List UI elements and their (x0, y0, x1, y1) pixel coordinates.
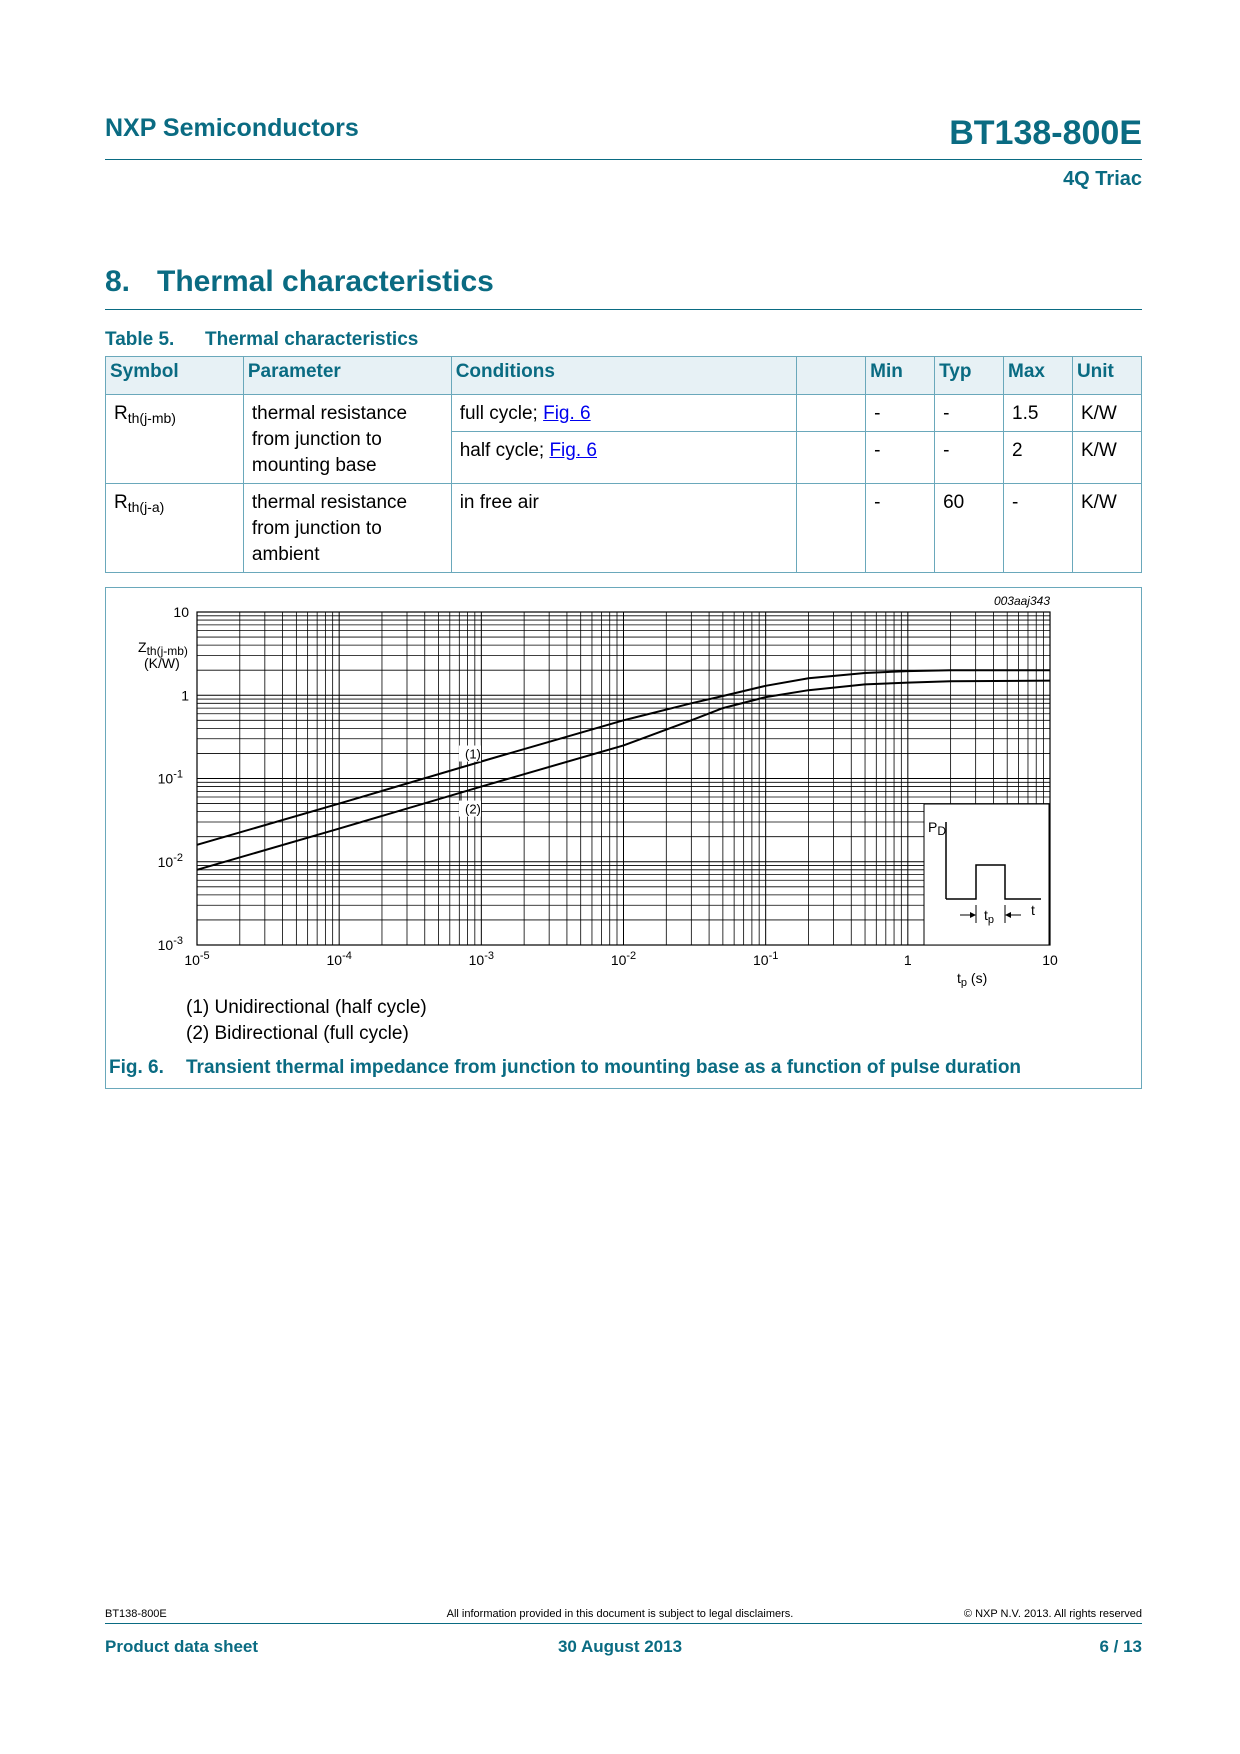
y-tick-label (181, 687, 189, 703)
typ-cell: - (935, 432, 1004, 484)
unit-cell: K/W (1072, 395, 1141, 432)
y-axis-unit: (K/W) (144, 655, 180, 671)
col-header-conditions: Conditions (451, 357, 797, 395)
min-cell: - (866, 484, 935, 573)
x-axis-label-part: (s) (967, 970, 988, 986)
table-header-row (106, 357, 1142, 395)
footer-date: 30 August 2013 (557, 1637, 683, 1656)
typ-cell: - (935, 395, 1004, 432)
col-header-parameter: Parameter (243, 357, 451, 395)
col-header-min: Min (866, 357, 935, 395)
x-tick-label-base: 10 (184, 952, 200, 968)
footer-disclaimer: All information provided in this document is subject to legal disclaimers. (446, 1608, 794, 1620)
blank-cell (797, 432, 866, 484)
inset-tp-part: t (984, 907, 988, 923)
symbol-main: R (114, 492, 128, 513)
x-tick-label-base: 10 (326, 952, 343, 968)
series-label-2: (2) (465, 801, 481, 817)
x-tick-label-exponent: -2 (626, 950, 637, 962)
condition-cell (451, 395, 797, 432)
footer-page-number: 6 / 13 (1099, 1637, 1142, 1656)
x-axis-label-part: p (960, 977, 968, 988)
col-header-blank (797, 357, 866, 395)
section-title (105, 265, 494, 299)
y-axis-label-part: Z (138, 639, 147, 655)
section-title-text: Thermal characteristics (157, 265, 494, 298)
footer-divider (105, 1623, 1142, 1624)
footer-copyright: © NXP N.V. 2013. All rights reserved (963, 1608, 1142, 1620)
col-header-typ: Typ (935, 357, 1004, 395)
condition-cell (451, 432, 797, 484)
series-label-1: (1) (465, 746, 481, 762)
max-cell: 1.5 (1004, 395, 1073, 432)
y-tick-label-base: 10 (157, 853, 174, 870)
max-cell: - (1004, 484, 1073, 573)
blank-cell (797, 395, 866, 432)
inset-t-label: t (1031, 902, 1035, 918)
y-axis-label-part: th(j-mb) (146, 644, 188, 658)
symbol-cell (106, 395, 244, 484)
fig-6-link[interactable]: Fig. 6 (543, 403, 591, 424)
device-subtitle: 4Q Triac (1063, 168, 1142, 190)
col-header-max: Max (1004, 357, 1073, 395)
col-header-unit: Unit (1072, 357, 1141, 395)
figure-6-box (105, 587, 1142, 1089)
typ-cell: 60 (935, 484, 1004, 573)
min-cell: - (866, 432, 935, 484)
footer-doc-id: BT138-800E (105, 1608, 167, 1620)
x-tick-label (184, 950, 209, 968)
y-tick-label (158, 852, 183, 870)
condition-text: half cycle; (459, 440, 550, 461)
y-tick-label-base: 10 (173, 604, 189, 620)
legend-item-1: (1) Unidirectional (half cycle) (186, 997, 427, 1018)
figure-caption (109, 1057, 1021, 1079)
inset-pd-part: D (937, 824, 947, 838)
symbol-subscript: th(j-mb) (127, 410, 176, 426)
y-tick-label-base: 1 (181, 687, 189, 704)
table-title: Thermal characteristics (205, 329, 419, 350)
parameter-cell: thermal resistance from junction to mounting base (243, 395, 451, 484)
figure-id-label: 003aaj343 (993, 594, 1050, 608)
y-tick-label-base: 10 (157, 937, 174, 953)
x-axis-label-part: t (957, 970, 961, 986)
fig-6-link[interactable]: Fig. 6 (549, 440, 597, 461)
part-number: BT138-800E (949, 114, 1142, 152)
parameter-cell: thermal resistance from junction to ambient (243, 484, 451, 573)
figure-caption-text: Transient thermal impedance from junction to mounting base as a function of pulse duration (186, 1057, 1022, 1078)
condition-cell: in free air (451, 484, 797, 573)
y-tick-label (173, 604, 189, 620)
y-tick-label (158, 935, 183, 953)
table-row (106, 395, 1142, 432)
x-tick-label (469, 950, 494, 968)
inset-pd-part: P (928, 819, 938, 835)
thermal-characteristics-table (105, 356, 1142, 573)
x-tick-label-exponent: -4 (342, 950, 352, 962)
x-tick-label-base: 10 (1042, 952, 1058, 968)
inset-tp-part: p (987, 914, 995, 926)
blank-cell (797, 484, 866, 573)
symbol-cell (106, 484, 244, 573)
x-tick-label (753, 950, 778, 968)
x-tick-label (904, 952, 912, 968)
unit-cell: K/W (1072, 432, 1141, 484)
x-tick-label-base: 10 (610, 952, 627, 968)
y-tick-label-exponent: -2 (173, 851, 183, 864)
thermal-impedance-chart (106, 588, 1141, 988)
x-tick-label-exponent: -3 (484, 950, 495, 962)
table-caption (105, 329, 418, 351)
x-tick-label-base: 10 (752, 952, 769, 968)
condition-text: full cycle; (459, 403, 544, 424)
section-divider (105, 309, 1142, 310)
unit-cell: K/W (1072, 484, 1141, 573)
symbol-subscript: th(j-a) (127, 499, 165, 515)
max-cell: 2 (1004, 432, 1073, 484)
x-tick-label-base: 1 (903, 952, 912, 968)
x-axis-label (957, 970, 987, 988)
company-name: NXP Semiconductors (105, 114, 359, 142)
legend-item-2: (2) Bidirectional (full cycle) (186, 1023, 409, 1044)
section-number: 8. (105, 265, 131, 298)
footer-doc-type: Product data sheet (105, 1637, 259, 1656)
x-tick-label-exponent: -5 (199, 950, 210, 962)
x-tick-label-base: 10 (468, 952, 485, 968)
symbol-main: R (114, 403, 128, 424)
y-tick-label-base: 10 (157, 770, 174, 787)
min-cell: - (866, 395, 935, 432)
table-row (106, 484, 1142, 573)
figure-label: Fig. 6. (109, 1057, 164, 1078)
x-tick-label (326, 950, 351, 968)
x-tick-label (1042, 952, 1058, 968)
y-tick-label (158, 769, 183, 787)
x-tick-label-exponent: -1 (768, 950, 779, 962)
y-tick-label-exponent: -1 (173, 768, 183, 781)
col-header-symbol: Symbol (106, 357, 244, 395)
table-label: Table 5. (105, 329, 175, 350)
y-tick-label-exponent: -3 (173, 935, 183, 947)
header-divider (105, 159, 1142, 160)
x-tick-label (611, 950, 636, 968)
